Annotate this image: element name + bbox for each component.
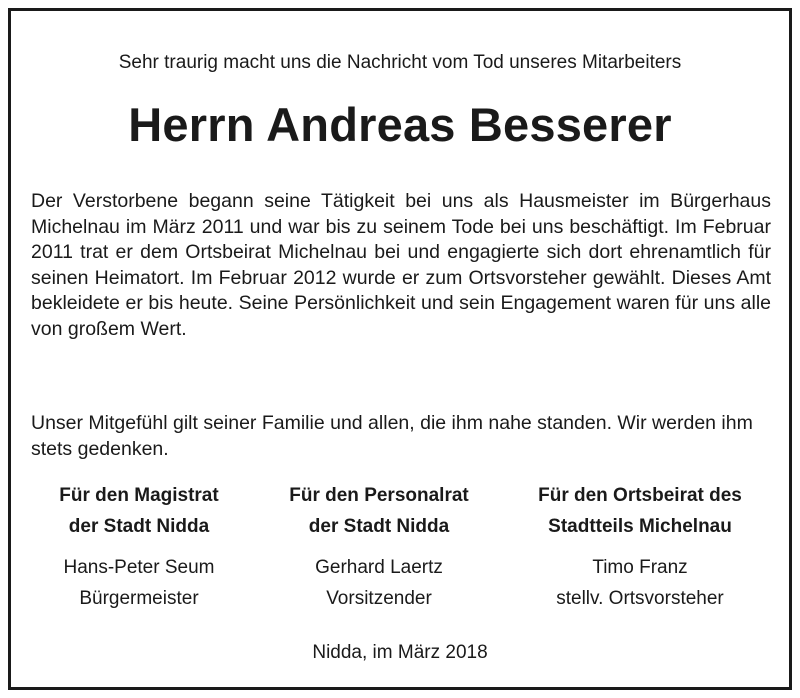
signatory-magistrat	[29, 480, 249, 614]
signatory-person	[505, 552, 775, 614]
tribute-paragraph: Der Verstorbene begann seine Tätigkeit bei uns als Hausmeister im Bürgerhaus Michelnau im März 2011 und war bis zu seinem Tode bei uns beschäftigt. Im Februar 2011 trat er dem Ortsbeirat Michelnau bei und engagierte sich dort ehrenamtlich für seinen Heimatort. Im Februar 2012 wurde er zum Ortsvorsteher gewählt. Dieses Amt bekleidete er bis heute. Seine Persönlichkeit und sein Engagement waren für uns alle von großem Wert.	[31, 190, 771, 340]
deceased-name: Herrn Andreas Besserer	[128, 98, 672, 151]
signatory-org-line: der Stadt Nidda	[308, 516, 450, 537]
signatory-org-line: der Stadt Nidda	[68, 516, 210, 537]
signatory-name: Gerhard Laertz	[315, 557, 443, 578]
signatory-name: Hans-Peter Seum	[63, 557, 215, 578]
signatory-person	[29, 552, 249, 614]
place-date: Nidda, im März 2018	[312, 642, 488, 663]
signatory-ortsbeirat	[505, 480, 775, 614]
signatory-role: Vorsitzender	[326, 588, 432, 609]
signatory-role: stellv. Ortsvorsteher	[556, 588, 724, 609]
signatory-org-line: Stadtteils Michelnau	[548, 516, 732, 537]
condolence-paragraph: Unser Mitgefühl gilt seiner Familie und allen, die ihm nahe standen. Wir werden ihm stets gedenken.	[31, 412, 753, 460]
signatory-org-line: Für den Magistrat	[59, 485, 219, 506]
obituary-notice	[8, 8, 792, 690]
signatory-org	[29, 480, 249, 542]
signatory-role: Bürgermeister	[79, 588, 199, 609]
signatory-personalrat	[259, 480, 499, 614]
signatory-person	[259, 552, 499, 614]
signatory-name: Timo Franz	[592, 557, 688, 578]
signatory-org	[259, 480, 499, 542]
intro-line: Sehr traurig macht uns die Nachricht vom Tod unseres Mitarbeiters	[118, 52, 682, 73]
signatory-org-line: Für den Ortsbeirat des	[538, 485, 742, 506]
signatory-org	[505, 480, 775, 542]
signatory-org-line: Für den Personalrat	[289, 485, 469, 506]
